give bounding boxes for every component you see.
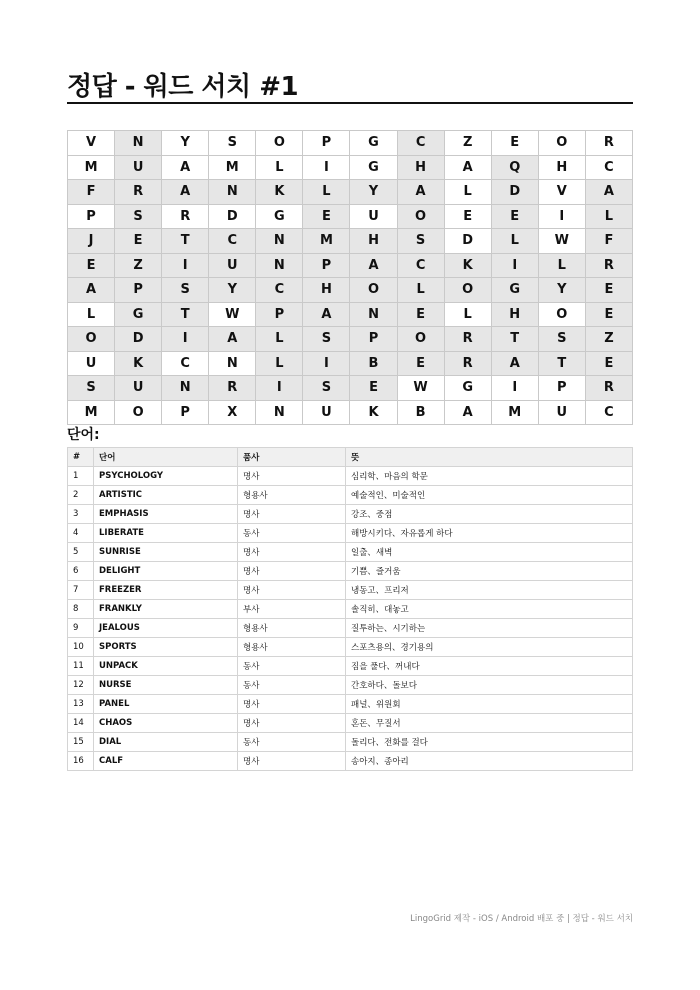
- grid-cell: P: [68, 204, 115, 229]
- grid-cell: T: [538, 351, 585, 376]
- grid-cell: N: [256, 229, 303, 254]
- grid-cell: U: [209, 253, 256, 278]
- word-text: FRANKLY: [94, 600, 238, 619]
- word-text: LIBERATE: [94, 524, 238, 543]
- word-row: [68, 733, 633, 752]
- word-row: [68, 562, 633, 581]
- word-number: 9: [68, 619, 94, 638]
- word-row: [68, 657, 633, 676]
- grid-cell: A: [585, 180, 632, 205]
- word-number: 15: [68, 733, 94, 752]
- grid-cell: S: [303, 327, 350, 352]
- grid-row: [68, 302, 633, 327]
- grid-cell: R: [115, 180, 162, 205]
- word-text: CALF: [94, 752, 238, 771]
- word-part-of-speech: 형용사: [238, 486, 346, 505]
- grid-cell: N: [256, 253, 303, 278]
- grid-row: [68, 400, 633, 425]
- footer-credit: LingoGrid 제작 - iOS / Android 배포 중 | 정답 - 워드 서치: [410, 914, 633, 924]
- word-number: 4: [68, 524, 94, 543]
- grid-row: [68, 155, 633, 180]
- grid-cell: R: [209, 376, 256, 401]
- grid-row: [68, 376, 633, 401]
- grid-cell: J: [68, 229, 115, 254]
- grid-cell: T: [162, 302, 209, 327]
- word-meaning: 스포츠용의、경기용의: [346, 638, 633, 657]
- grid-cell: O: [444, 278, 491, 303]
- grid-row: [68, 180, 633, 205]
- word-part-of-speech: 명사: [238, 752, 346, 771]
- grid-cell: O: [397, 204, 444, 229]
- grid-cell: F: [585, 229, 632, 254]
- word-row: [68, 486, 633, 505]
- word-text: PSYCHOLOGY: [94, 467, 238, 486]
- grid-cell: R: [585, 131, 632, 156]
- word-text: PANEL: [94, 695, 238, 714]
- grid-cell: P: [538, 376, 585, 401]
- grid-cell: K: [350, 400, 397, 425]
- word-row: [68, 600, 633, 619]
- grid-cell: I: [256, 376, 303, 401]
- grid-cell: L: [444, 180, 491, 205]
- grid-cell: C: [585, 400, 632, 425]
- grid-row: [68, 204, 633, 229]
- grid-cell: C: [162, 351, 209, 376]
- grid-cell: L: [256, 351, 303, 376]
- grid-cell: G: [350, 131, 397, 156]
- grid-cell: L: [491, 229, 538, 254]
- word-text: SUNRISE: [94, 543, 238, 562]
- word-meaning: 간호하다、돌보다: [346, 676, 633, 695]
- grid-cell: A: [350, 253, 397, 278]
- word-part-of-speech: 동사: [238, 676, 346, 695]
- header-meaning: 뜻: [346, 448, 633, 467]
- word-meaning: 예술적인、미술적인: [346, 486, 633, 505]
- header-number: #: [68, 448, 94, 467]
- grid-cell: O: [68, 327, 115, 352]
- word-meaning: 솔직히、대놓고: [346, 600, 633, 619]
- grid-cell: A: [209, 327, 256, 352]
- word-part-of-speech: 명사: [238, 581, 346, 600]
- grid-cell: H: [303, 278, 350, 303]
- grid-cell: L: [585, 204, 632, 229]
- word-row: [68, 467, 633, 486]
- word-part-of-speech: 동사: [238, 524, 346, 543]
- grid-row: [68, 229, 633, 254]
- grid-cell: L: [68, 302, 115, 327]
- grid-cell: M: [68, 400, 115, 425]
- grid-cell: H: [397, 155, 444, 180]
- grid-cell: N: [256, 400, 303, 425]
- grid-cell: I: [162, 327, 209, 352]
- grid-cell: H: [538, 155, 585, 180]
- grid-cell: T: [491, 327, 538, 352]
- grid-cell: G: [444, 376, 491, 401]
- grid-cell: C: [397, 253, 444, 278]
- grid-cell: O: [538, 131, 585, 156]
- word-number: 16: [68, 752, 94, 771]
- grid-cell: A: [397, 180, 444, 205]
- grid-cell: L: [256, 155, 303, 180]
- grid-cell: O: [397, 327, 444, 352]
- grid-cell: M: [209, 155, 256, 180]
- grid-cell: A: [444, 155, 491, 180]
- word-meaning: 냉동고、프리저: [346, 581, 633, 600]
- word-row: [68, 695, 633, 714]
- grid-row: [68, 351, 633, 376]
- word-part-of-speech: 명사: [238, 505, 346, 524]
- word-part-of-speech: 동사: [238, 733, 346, 752]
- grid-cell: N: [209, 351, 256, 376]
- grid-cell: S: [538, 327, 585, 352]
- grid-cell: W: [209, 302, 256, 327]
- word-row: [68, 752, 633, 771]
- grid-cell: P: [256, 302, 303, 327]
- word-meaning: 일출、새벽: [346, 543, 633, 562]
- word-meaning: 심리학、마음의 학문: [346, 467, 633, 486]
- grid-cell: O: [350, 278, 397, 303]
- word-number: 12: [68, 676, 94, 695]
- grid-cell: H: [491, 302, 538, 327]
- grid-cell: E: [397, 351, 444, 376]
- word-number: 5: [68, 543, 94, 562]
- grid-cell: E: [585, 278, 632, 303]
- grid-cell: Y: [209, 278, 256, 303]
- word-number: 7: [68, 581, 94, 600]
- word-meaning: 혼돈、무질서: [346, 714, 633, 733]
- grid-cell: O: [115, 400, 162, 425]
- word-text: FREEZER: [94, 581, 238, 600]
- word-part-of-speech: 동사: [238, 657, 346, 676]
- grid-cell: U: [303, 400, 350, 425]
- header-word: 단어: [94, 448, 238, 467]
- word-part-of-speech: 명사: [238, 467, 346, 486]
- word-part-of-speech: 명사: [238, 714, 346, 733]
- title-divider: [67, 102, 633, 104]
- grid-cell: I: [303, 351, 350, 376]
- grid-cell: Z: [115, 253, 162, 278]
- grid-cell: C: [256, 278, 303, 303]
- grid-cell: Z: [444, 131, 491, 156]
- grid-cell: D: [444, 229, 491, 254]
- word-meaning: 송아지、종아리: [346, 752, 633, 771]
- grid-cell: A: [444, 400, 491, 425]
- grid-cell: E: [585, 302, 632, 327]
- grid-cell: P: [303, 131, 350, 156]
- grid-cell: W: [538, 229, 585, 254]
- grid-cell: A: [68, 278, 115, 303]
- grid-cell: B: [350, 351, 397, 376]
- word-text: JEALOUS: [94, 619, 238, 638]
- grid-cell: U: [538, 400, 585, 425]
- grid-cell: N: [209, 180, 256, 205]
- grid-cell: O: [256, 131, 303, 156]
- word-number: 6: [68, 562, 94, 581]
- word-text: NURSE: [94, 676, 238, 695]
- word-row: [68, 714, 633, 733]
- grid-cell: P: [162, 400, 209, 425]
- grid-cell: C: [585, 155, 632, 180]
- word-part-of-speech: 명사: [238, 562, 346, 581]
- word-list-header-row: [68, 448, 633, 467]
- grid-cell: Y: [350, 180, 397, 205]
- word-text: EMPHASIS: [94, 505, 238, 524]
- word-number: 10: [68, 638, 94, 657]
- grid-cell: S: [397, 229, 444, 254]
- grid-cell: Q: [491, 155, 538, 180]
- header-part-of-speech: 품사: [238, 448, 346, 467]
- word-row: [68, 524, 633, 543]
- grid-cell: L: [397, 278, 444, 303]
- grid-cell: N: [162, 376, 209, 401]
- grid-cell: N: [350, 302, 397, 327]
- word-meaning: 해방시키다、자유롭게 하다: [346, 524, 633, 543]
- grid-cell: G: [256, 204, 303, 229]
- grid-row: [68, 131, 633, 156]
- grid-cell: E: [397, 302, 444, 327]
- word-number: 3: [68, 505, 94, 524]
- grid-cell: E: [303, 204, 350, 229]
- grid-cell: D: [491, 180, 538, 205]
- grid-cell: D: [115, 327, 162, 352]
- grid-cell: G: [491, 278, 538, 303]
- grid-cell: L: [444, 302, 491, 327]
- word-row: [68, 638, 633, 657]
- word-text: UNPACK: [94, 657, 238, 676]
- grid-cell: X: [209, 400, 256, 425]
- grid-cell: E: [585, 351, 632, 376]
- word-text: ARTISTIC: [94, 486, 238, 505]
- grid-cell: E: [491, 204, 538, 229]
- grid-cell: U: [115, 376, 162, 401]
- grid-cell: L: [256, 327, 303, 352]
- grid-cell: M: [303, 229, 350, 254]
- grid-cell: Y: [538, 278, 585, 303]
- word-number: 8: [68, 600, 94, 619]
- grid-cell: G: [350, 155, 397, 180]
- grid-cell: M: [491, 400, 538, 425]
- grid-cell: L: [538, 253, 585, 278]
- grid-cell: B: [397, 400, 444, 425]
- grid-cell: S: [115, 204, 162, 229]
- word-number: 1: [68, 467, 94, 486]
- grid-cell: I: [491, 376, 538, 401]
- grid-cell: S: [303, 376, 350, 401]
- grid-cell: P: [303, 253, 350, 278]
- grid-cell: Z: [585, 327, 632, 352]
- word-number: 13: [68, 695, 94, 714]
- grid-cell: R: [585, 376, 632, 401]
- grid-cell: I: [303, 155, 350, 180]
- grid-cell: L: [303, 180, 350, 205]
- grid-cell: N: [115, 131, 162, 156]
- word-meaning: 기쁨、즐거움: [346, 562, 633, 581]
- grid-cell: M: [68, 155, 115, 180]
- grid-cell: U: [68, 351, 115, 376]
- grid-cell: P: [350, 327, 397, 352]
- word-part-of-speech: 명사: [238, 543, 346, 562]
- page-title: 정답 - 워드 서치 #1: [67, 72, 299, 102]
- grid-cell: A: [162, 180, 209, 205]
- grid-cell: R: [585, 253, 632, 278]
- grid-cell: E: [444, 204, 491, 229]
- word-row: [68, 505, 633, 524]
- grid-cell: R: [444, 327, 491, 352]
- word-meaning: 돌리다、전화를 걸다: [346, 733, 633, 752]
- grid-cell: E: [350, 376, 397, 401]
- grid-cell: R: [162, 204, 209, 229]
- grid-row: [68, 253, 633, 278]
- word-meaning: 패널、위원회: [346, 695, 633, 714]
- grid-cell: V: [68, 131, 115, 156]
- word-text: CHAOS: [94, 714, 238, 733]
- grid-cell: I: [491, 253, 538, 278]
- grid-cell: O: [538, 302, 585, 327]
- grid-row: [68, 327, 633, 352]
- word-search-grid: [67, 130, 633, 425]
- grid-cell: S: [162, 278, 209, 303]
- grid-cell: E: [68, 253, 115, 278]
- grid-cell: T: [162, 229, 209, 254]
- word-text: SPORTS: [94, 638, 238, 657]
- word-number: 2: [68, 486, 94, 505]
- word-list-table: [67, 447, 633, 771]
- word-part-of-speech: 형용사: [238, 619, 346, 638]
- grid-row: [68, 278, 633, 303]
- grid-cell: V: [538, 180, 585, 205]
- grid-cell: I: [538, 204, 585, 229]
- grid-cell: I: [162, 253, 209, 278]
- grid-cell: C: [209, 229, 256, 254]
- word-part-of-speech: 명사: [238, 695, 346, 714]
- grid-cell: W: [397, 376, 444, 401]
- grid-cell: E: [491, 131, 538, 156]
- grid-cell: D: [209, 204, 256, 229]
- grid-cell: S: [68, 376, 115, 401]
- grid-cell: R: [444, 351, 491, 376]
- words-section-title: 단어:: [67, 427, 100, 443]
- word-row: [68, 543, 633, 562]
- grid-cell: G: [115, 302, 162, 327]
- word-text: DELIGHT: [94, 562, 238, 581]
- grid-cell: U: [115, 155, 162, 180]
- word-number: 14: [68, 714, 94, 733]
- grid-cell: S: [209, 131, 256, 156]
- word-row: [68, 676, 633, 695]
- grid-cell: Y: [162, 131, 209, 156]
- grid-cell: E: [115, 229, 162, 254]
- grid-cell: A: [491, 351, 538, 376]
- grid-cell: F: [68, 180, 115, 205]
- grid-cell: U: [350, 204, 397, 229]
- grid-cell: A: [162, 155, 209, 180]
- grid-cell: K: [256, 180, 303, 205]
- grid-cell: K: [115, 351, 162, 376]
- word-row: [68, 619, 633, 638]
- word-part-of-speech: 부사: [238, 600, 346, 619]
- grid-cell: A: [303, 302, 350, 327]
- word-meaning: 강조、중점: [346, 505, 633, 524]
- grid-cell: P: [115, 278, 162, 303]
- word-meaning: 짐을 풀다、꺼내다: [346, 657, 633, 676]
- grid-cell: H: [350, 229, 397, 254]
- word-row: [68, 581, 633, 600]
- word-text: DIAL: [94, 733, 238, 752]
- word-meaning: 질투하는、시기하는: [346, 619, 633, 638]
- grid-cell: C: [397, 131, 444, 156]
- grid-cell: K: [444, 253, 491, 278]
- word-part-of-speech: 형용사: [238, 638, 346, 657]
- word-number: 11: [68, 657, 94, 676]
